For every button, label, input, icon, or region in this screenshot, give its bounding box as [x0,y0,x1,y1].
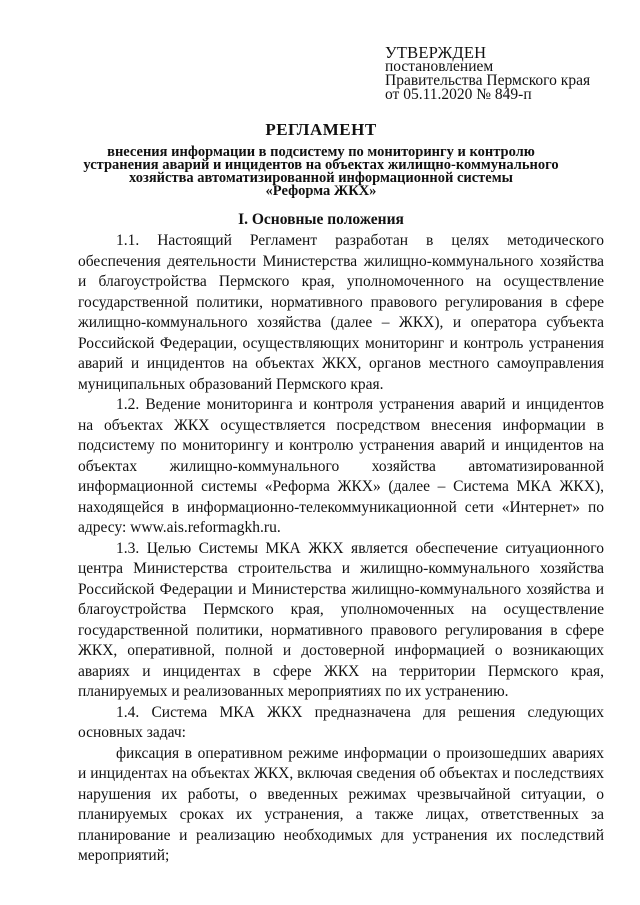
document-body [78,231,604,867]
paragraph: 1.4. Система МКА ЖКХ предназначена для решения следующих основных задач: [78,703,604,741]
title-subtitle-line: устранения аварий и инцидентов на объектах жилищно-коммунального [83,157,559,173]
approval-stamp [385,43,625,103]
approval-line: Правительства Пермского края [385,72,591,89]
section-heading: I. Основные положения [238,211,404,228]
title-subtitle-line: внесения информации в подсистему по мониторингу и контролю [107,144,535,160]
approval-heading: УТВЕРЖДЕН [385,43,487,62]
paragraph: 1.2. Ведение мониторинга и контроля устранения аварий и инцидентов на объектах ЖКХ осуществляется посредством внесения информации в подсистему по мониторингу и контролю устранения аварий и инцидентов на объектах жилищно-коммунального хозяйства автоматизированной информационной системы «Реформа ЖКХ» (далее – Система МКА ЖКХ), находящейся в информационно-телекоммуникационной сети «Интернет» по адресу: www.ais.reformagkh.ru. [78,396,604,536]
approval-line: постановлением [385,58,494,75]
paragraph: фиксация в оперативном режиме информации о произошедших авариях и инцидентах на объектах ЖКХ, включая сведения об объектах и последствиях нарушения их работы, о введенных режимах чрезвычайной ситуации, о планируемых сроках их устранения, а также лицах, ответственных за планирование и реализацию необходимых для устранения их последствий мероприятий; [78,744,604,864]
title-main: РЕГЛАМЕНТ [265,120,377,139]
title-subtitle-line: «Реформа ЖКХ» [265,183,377,199]
paragraph: 1.1. Настоящий Регламент разработан в целях методического обеспечения деятельности Министерства жилищно-коммунального хозяйства и благоустройства Пермского края, уполномоченного на осуществление государственной политики, нормативного правового регулирования в сфере жилищно-коммунального хозяйства (далее – ЖКХ), и оператора субъекта Российской Федерации, осуществляющих мониторинг и контроль устранения аварий и инцидентов на объектах ЖКХ, органов местного самоуправления муниципальных образований Пермского края. [78,232,604,393]
document-title [78,120,564,198]
paragraph: 1.3. Целью Системы МКА ЖКХ является обеспечение ситуационного центра Министерства строительства и жилищно-коммунального хозяйства Российской Федерации и Министерства жилищно-коммунального хозяйства и благоустройства Пермского края, уполномоченных на осуществление государственной политики, нормативного правового регулирования в сфере ЖКХ, оперативной, полной и достоверной информацией о возникающих авариях и инцидентах в сфере ЖКХ на территории Пермского края, планируемых и реализованных мероприятиях по их устранению. [78,539,604,700]
title-subtitle-line: хозяйства автоматизированной информационной системы [129,170,513,186]
approval-line: от 05.11.2020 № 849-п [385,86,532,103]
